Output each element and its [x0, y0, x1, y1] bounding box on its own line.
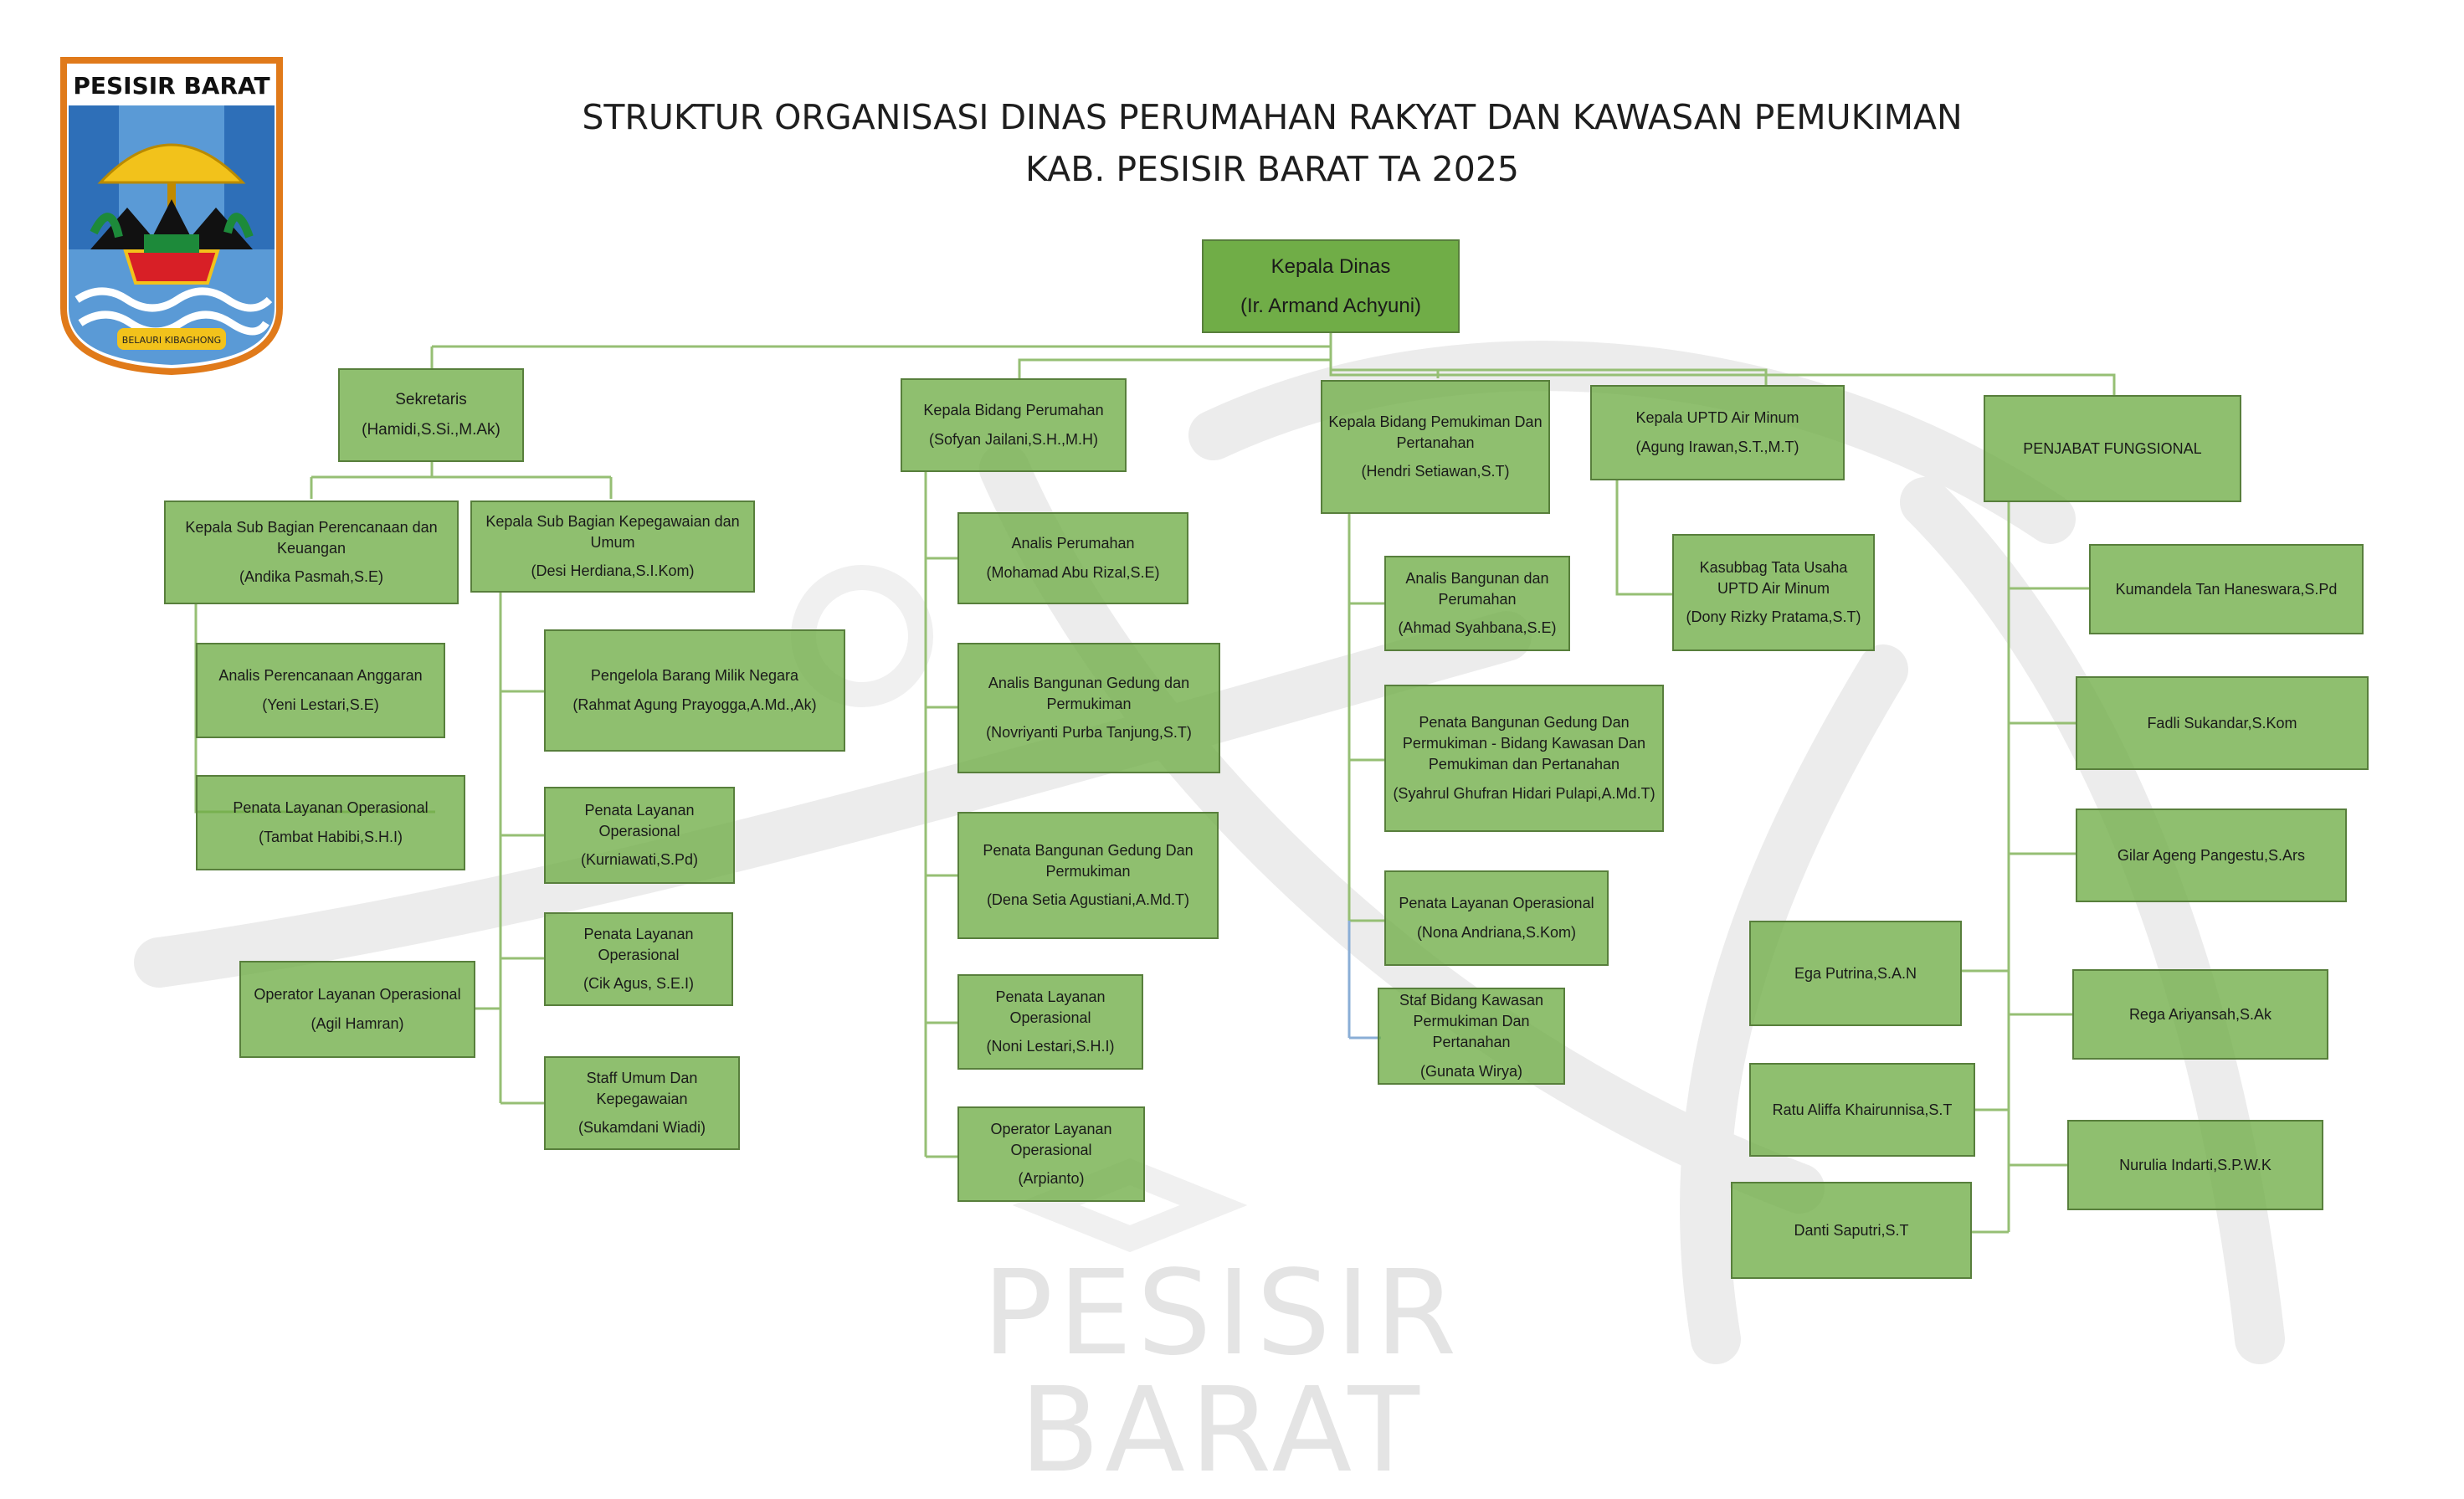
role-label: Kasubbag Tata Usaha UPTD Air Minum: [1699, 558, 1848, 597]
name-label: (Rahmat Agung Prayogga,A.Md.,Ak): [572, 696, 817, 713]
name-label: (Cik Agus, S.E.I): [583, 975, 695, 993]
chart-title-line2: KAB. PESISIR BARAT TA 2025: [1024, 149, 1519, 189]
role-label: Penata Layanan Operasional: [995, 988, 1106, 1026]
name-label: (Desi Herdiana,S.I.Kom): [531, 562, 695, 580]
name-label: (Kurniawati,S.Pd): [580, 851, 699, 869]
box-penata-kawasan: [1384, 685, 1664, 832]
box-kepala-uptd: [1590, 385, 1845, 480]
name-label: (Noni Lestari,S.H.I): [986, 1038, 1115, 1055]
box-kabid-pemukiman: [1321, 380, 1550, 514]
role-label: Analis Bangunan dan Perumahan: [1405, 569, 1549, 608]
role-label: Kepala Dinas: [1270, 254, 1391, 278]
box-analis-bangunan-perumahan: [1384, 556, 1570, 651]
name-label: PENJABAT FUNGSIONAL: [2023, 439, 2202, 457]
role-label: Analis Perumahan: [1011, 535, 1135, 552]
name-label: (Novriyanti Purba Tanjung,S.T): [986, 724, 1192, 742]
box-penata-noni: [957, 974, 1143, 1070]
role-label: Operator Layanan Operasional: [990, 1120, 1112, 1158]
box-sekretaris: [338, 368, 524, 462]
box-penjabat-fungsional: [1984, 395, 2241, 502]
name-label: Kumandela Tan Haneswara,S.Pd: [2115, 580, 2338, 598]
box-analis-perumahan: [957, 512, 1188, 604]
box-fungsional-7: [2067, 1120, 2323, 1210]
box-operator-arpianto: [957, 1106, 1145, 1202]
role-label: Sekretaris: [395, 390, 467, 408]
box-operator-sek: [239, 961, 475, 1058]
role-label: Pengelola Barang Milik Negara: [590, 667, 799, 685]
chart-title-line1: STRUKTUR ORGANISASI DINAS PERUMAHAN RAKYAT DAN KAWASAN PEMUKIMAN: [582, 97, 1963, 137]
box-fungsional-6: [1749, 1063, 1975, 1157]
box-fungsional-4: [1749, 921, 1962, 1026]
name-label: (Agung Irawan,S.T.,M.T): [1635, 439, 1799, 455]
name-label: (Tambat Habibi,S.H.I): [258, 829, 403, 845]
role-label: Penata Layanan Operasional: [584, 801, 695, 839]
box-kasubag-kepegawaian: [470, 501, 755, 593]
box-fungsional-5: [2072, 969, 2328, 1060]
name-label: (Hamidi,S.Si.,M.Ak): [362, 421, 501, 439]
name-label: (Ir. Armand Achyuni): [1240, 295, 1422, 317]
name-label: (Nona Andriana,S.Kom): [1416, 924, 1577, 941]
name-label: Fadli Sukandar,S.Kom: [2147, 714, 2297, 732]
name-label: (Ahmad Syahbana,S.E): [1398, 619, 1557, 637]
role-label: Kepala Bidang Pemukiman Dan Pertanahan: [1328, 413, 1543, 451]
name-label: Ratu Aliffa Khairunnisa,S.T: [1772, 1101, 1953, 1118]
role-label: Operator Layanan Operasional: [254, 986, 461, 1004]
box-kabid-perumahan: [901, 378, 1127, 472]
box-analis-bangunan-gedung: [957, 643, 1220, 773]
pesisir-barat-emblem: [60, 57, 283, 375]
name-label: (Andika Pasmah,S.E): [239, 568, 384, 586]
watermark-text: PESISIR BARAT: [982, 1245, 1462, 1499]
role-label: Analis Perencanaan Anggaran: [218, 667, 423, 685]
name-label: (Hendri Setiawan,S.T): [1361, 463, 1510, 480]
box-penata-nona: [1384, 870, 1609, 966]
name-label: (Yeni Lestari,S.E): [262, 696, 379, 713]
role-label: Kepala Bidang Perumahan: [923, 402, 1104, 419]
role-label: Penata Layanan Operasional: [1399, 895, 1594, 912]
name-label: (Syahrul Ghufran Hidari Pulapi,A.Md.T): [1393, 784, 1656, 802]
box-penata-bangunan-gedung: [957, 812, 1219, 939]
role-label: Kepala UPTD Air Minum: [1635, 409, 1799, 427]
role-label: Penata Layanan Operasional: [233, 799, 429, 817]
name-label: Gilar Ageng Pangestu,S.Ars: [2117, 846, 2306, 864]
box-penata-cik-agus: [544, 912, 733, 1006]
logo-label: PESISIR BARAT: [73, 72, 270, 100]
name-label: Rega Ariyansah,S.Ak: [2128, 1005, 2272, 1023]
box-fungsional-3: [2076, 809, 2347, 902]
name-label: (Dony Rizky Pratama,S.T): [1686, 608, 1861, 626]
box-fungsional-8: [1731, 1182, 1972, 1279]
box-kasubag-perencanaan: [164, 501, 459, 604]
box-kepala-dinas: [1202, 239, 1460, 333]
name-label: (Dena Setia Agustiani,A.Md.T): [986, 891, 1190, 909]
box-kasubbag-uptd: [1672, 534, 1875, 651]
box-penata-operasional-sek: [196, 775, 465, 870]
box-fungsional-1: [2089, 544, 2364, 634]
logo-motto: BELAURI KIBAGHONG: [121, 335, 222, 346]
box-fungsional-2: [2076, 676, 2369, 770]
box-penata-kurniawati: [544, 787, 735, 884]
name-label: (Arpianto): [1018, 1170, 1085, 1188]
role-label: Penata Bangunan Gedung Dan Permukiman - Bidang Kawasan Dan Pemukiman dan Pertanahan: [1402, 714, 1646, 773]
box-pengelola-bmn: [544, 629, 845, 752]
name-label: (Mohamad Abu Rizal,S.E): [986, 564, 1160, 581]
box-staff-umum: [544, 1056, 740, 1150]
role-label: Penata Layanan Operasional: [583, 925, 694, 963]
role-label: Analis Bangunan Gedung dan Permukiman: [988, 674, 1190, 712]
name-label: (Sukamdani Wiadi): [578, 1119, 706, 1137]
role-label: Penata Bangunan Gedung Dan Permukiman: [983, 841, 1194, 880]
name-label: Ega Putrina,S.A.N: [1794, 964, 1917, 982]
box-analis-anggaran: [196, 643, 445, 738]
name-label: (Sofyan Jailani,S.H.,M.H): [928, 431, 1099, 448]
name-label: Nurulia Indarti,S.P.W.K: [2119, 1156, 2272, 1173]
name-label: (Gunata Wirya): [1419, 1062, 1523, 1080]
role-label: Staf Bidang Kawasan Permukiman Dan Pertanahan: [1399, 992, 1544, 1050]
role-label: Kepala Sub Bagian Kepegawaian dan Umum: [485, 512, 740, 551]
role-label: Kepala Sub Bagian Perencanaan dan Keuangan: [185, 518, 438, 557]
name-label: (Agil Hamran): [311, 1015, 404, 1032]
name-label: Danti Saputri,S.T: [1794, 1221, 1909, 1239]
box-staf-kawasan: [1378, 988, 1565, 1085]
role-label: Staff Umum Dan Kepegawaian: [586, 1069, 698, 1107]
